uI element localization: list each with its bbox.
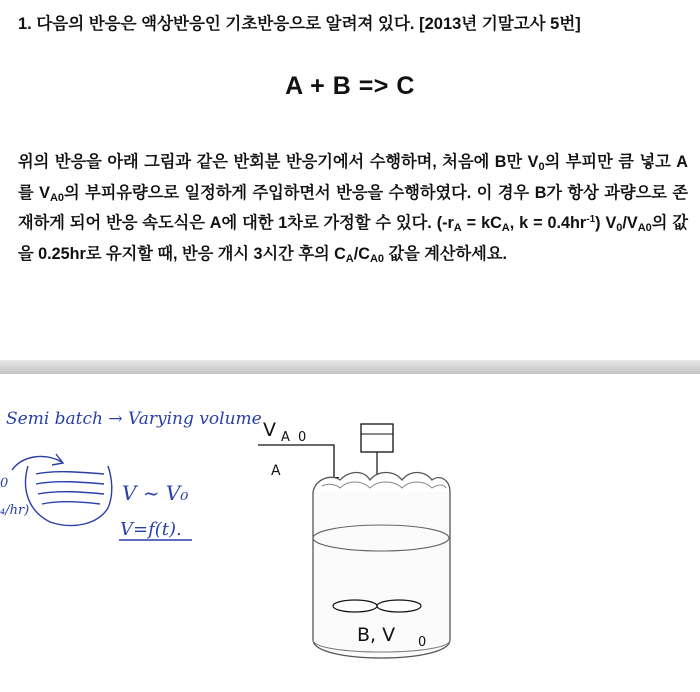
subscript: A bbox=[501, 222, 510, 234]
body-text: = kC bbox=[461, 214, 502, 232]
feed-pipe bbox=[258, 445, 334, 484]
inflow-arrow-curve bbox=[12, 456, 62, 470]
note-volume-function: V=f(t). bbox=[120, 519, 182, 540]
sketch-liquid-line bbox=[36, 482, 104, 484]
semibatch-reactor-diagram bbox=[258, 419, 450, 658]
body-text: 값을 계산하세요. bbox=[384, 244, 507, 263]
sketch-liquid-line bbox=[42, 502, 100, 504]
body-text: /C bbox=[353, 244, 370, 263]
note-volume-relation: V ~ V₀ bbox=[122, 481, 189, 505]
feed-flow-label: V bbox=[263, 419, 276, 441]
body-text: 위의 반응을 아래 그림과 같은 반회분 반응기에서 수행하며, 처음에 B만 V bbox=[18, 153, 539, 171]
body-text: 의 값을 0.25hr로 유지할 때, 반응 개시 3시간 후의 C bbox=[18, 214, 688, 263]
subscript: A bbox=[453, 222, 462, 234]
canvas bbox=[0, 374, 700, 692]
body-text: , k = 0.4hr bbox=[509, 214, 587, 232]
stirrer-motor-box bbox=[361, 424, 393, 452]
problem-title: 1. 다음의 반응은 액상반응인 기초반응으로 알려져 있다. [2013년 기말고사 5번] bbox=[18, 15, 581, 33]
body-text: 의 부피유량으로 일정하게 주입하면서 반응을 수행하였다. 이 경우 B가 항상 과량으로 존재하게 되어 반응 속도식은 A에 대한 1차로 가정할 수 있다. (-r bbox=[18, 183, 688, 232]
body-text: /V bbox=[622, 214, 638, 232]
reaction-equation: A + B => C bbox=[285, 72, 415, 100]
impeller-blade-left bbox=[333, 600, 377, 612]
body-text: 의 부피만 큼 넣고 A를 V bbox=[18, 153, 689, 202]
impeller-blade-right bbox=[377, 600, 421, 612]
superscript: -1 bbox=[586, 214, 596, 225]
feed-species-label: A bbox=[271, 463, 281, 479]
note-semi-batch: Semi batch → Varying volume bbox=[6, 409, 262, 429]
sketch-liquid-line bbox=[38, 492, 104, 494]
sketch-vessel bbox=[26, 466, 112, 526]
feed-flow-subscript: A 0 bbox=[281, 430, 309, 445]
subscript: 0 bbox=[538, 161, 545, 173]
notes-and-diagram bbox=[0, 374, 700, 692]
section-divider bbox=[0, 360, 700, 374]
subscript: A0 bbox=[369, 252, 384, 265]
subscript: A0 bbox=[49, 191, 64, 204]
reactor-contents-subscript: 0 bbox=[418, 635, 427, 650]
sketch-liquid-line bbox=[36, 472, 104, 474]
note-side-zero: 0 bbox=[0, 476, 9, 491]
note-side-rate: ₄/hr) bbox=[0, 503, 30, 518]
handwritten-notes bbox=[0, 409, 262, 540]
body-text: ) V bbox=[595, 214, 617, 232]
subscript: A bbox=[345, 252, 354, 265]
subscript: 0 bbox=[616, 222, 623, 234]
subscript: A0 bbox=[637, 222, 652, 234]
reactor-contents-label: B, V bbox=[357, 624, 396, 646]
problem-body bbox=[18, 147, 688, 269]
